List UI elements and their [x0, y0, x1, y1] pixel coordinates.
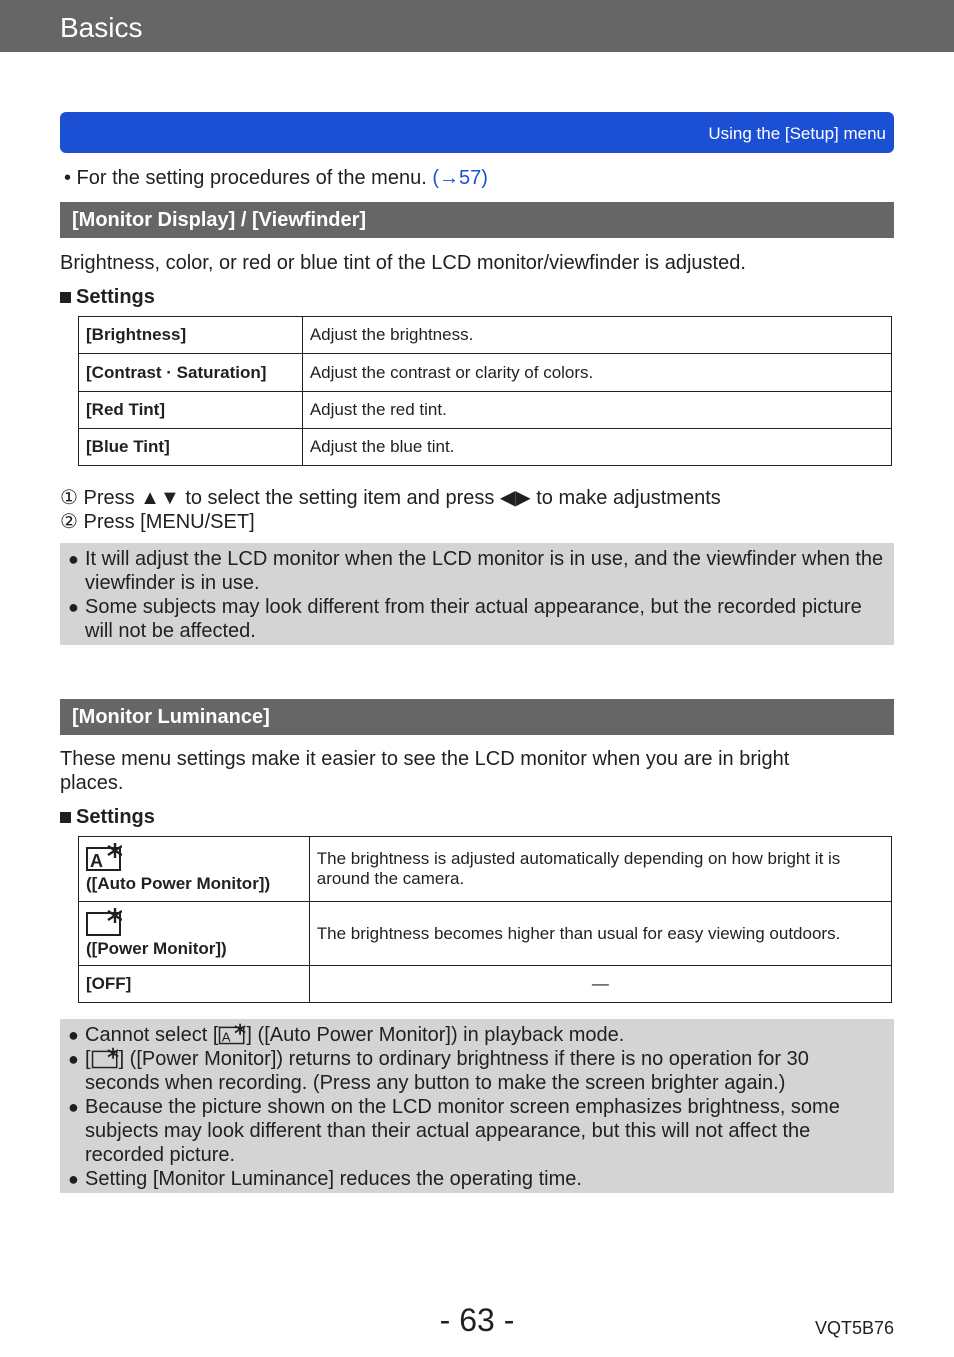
table-row — [79, 966, 892, 1003]
table-row — [79, 837, 892, 902]
top-bar — [0, 0, 954, 52]
monitor-luminance-description: These menu settings make it easier to see the LCD monitor when you are in bright places. — [60, 748, 790, 794]
step-1: ① Press ▲▼ to select the setting item and press ◀▶ to make adjustments — [60, 487, 721, 509]
table-row — [79, 429, 892, 466]
setting-value: The brightness becomes higher than usual for easy viewing outdoors. — [309, 902, 891, 966]
settings-label: Settings — [76, 806, 155, 828]
table-row — [79, 317, 892, 354]
square-bullet-icon — [60, 292, 71, 303]
table-row — [79, 354, 892, 392]
power-monitor-icon — [91, 1049, 119, 1068]
bullet-icon: ● — [68, 1169, 79, 1189]
monitor-display-settings-table — [78, 316, 892, 466]
reference-line — [64, 167, 488, 190]
monitor-display-description: Brightness, color, or red or blue tint of the LCD monitor/viewfinder is adjusted. — [60, 252, 746, 274]
setting-key-label: ([Power Monitor]) — [86, 939, 227, 958]
monitor-luminance-notes — [60, 1019, 894, 1193]
setting-value: Adjust the brightness. — [302, 317, 891, 354]
bullet-icon: ● — [68, 597, 79, 617]
auto-power-monitor-icon — [218, 1025, 246, 1044]
bullet-icon: ● — [68, 1097, 79, 1117]
auto-power-monitor-icon — [86, 842, 122, 871]
bullet-icon: ● — [68, 1049, 79, 1069]
step-2: ② Press [MENU/SET] — [60, 511, 255, 533]
operation-steps — [60, 486, 721, 534]
settings-heading — [60, 806, 155, 829]
setting-value: The brightness is adjusted automatically depending on how bright it is around the camera. — [309, 837, 891, 902]
document-code: VQT5B76 — [814, 1318, 894, 1338]
setting-key: [Blue Tint] — [79, 429, 303, 466]
setting-key: [OFF] — [79, 966, 310, 1003]
bullet-icon: ● — [68, 1025, 79, 1045]
monitor-display-notes — [60, 543, 894, 645]
monitor-display-heading: [Monitor Display] / [Viewfinder] — [60, 202, 894, 238]
note-item: ● Setting [Monitor Luminance] reduces the operating time. — [68, 1168, 582, 1190]
page-reference-link[interactable]: (→57) — [432, 167, 488, 189]
section-bar — [60, 112, 894, 153]
reference-text: • For the setting procedures of the menu. — [64, 167, 433, 189]
monitor-luminance-settings-table — [78, 836, 892, 1003]
note-item: ● It will adjust the LCD monitor when the LCD monitor is in use, and the viewfinder when the viewfinder is in use. — [68, 548, 884, 594]
page-category-title: Basics — [60, 12, 143, 43]
note-item: ● Because the picture shown on the LCD monitor screen emphasizes brightness, some subjects may look different than their actual appearance, but this will not affect the recorded picture. — [68, 1096, 840, 1166]
setting-value: Adjust the contrast or clarity of colors. — [302, 354, 891, 392]
note-item: ● Some subjects may look different from their actual appearance, but the recorded picture will not be affected. — [68, 596, 862, 642]
square-bullet-icon — [60, 812, 71, 823]
svg-text:A: A — [222, 1029, 231, 1045]
svg-text:A: A — [90, 851, 103, 871]
monitor-luminance-heading: [Monitor Luminance] — [60, 699, 894, 735]
section-bar-label: Using the [Setup] menu — [708, 124, 886, 143]
setting-value: Adjust the red tint. — [302, 392, 891, 429]
table-row — [79, 902, 892, 966]
setting-key-label: ([Auto Power Monitor]) — [86, 874, 271, 893]
bullet-icon: ● — [68, 549, 79, 569]
note-item: ● [ ] ([Power Monitor]) returns to ordinary brightness if there is no operation for 30 seconds when recording. (Press any button to make the screen brighter again.) — [68, 1048, 809, 1094]
setting-key: [Brightness] — [79, 317, 303, 354]
setting-key — [79, 902, 310, 966]
setting-key: [Red Tint] — [79, 392, 303, 429]
note-item: ● Cannot select [ A ] ([Auto Power Monitor]) in playback mode. — [68, 1024, 625, 1046]
settings-label: Settings — [76, 286, 155, 308]
power-monitor-icon — [86, 907, 122, 931]
setting-value: Adjust the blue tint. — [302, 429, 891, 466]
setting-key — [79, 837, 310, 902]
settings-heading — [60, 286, 155, 309]
setting-key: [Contrast · Saturation] — [79, 354, 303, 392]
table-row — [79, 392, 892, 429]
setting-value: — — [309, 966, 891, 1003]
page-number: - 63 - — [439, 1302, 515, 1338]
